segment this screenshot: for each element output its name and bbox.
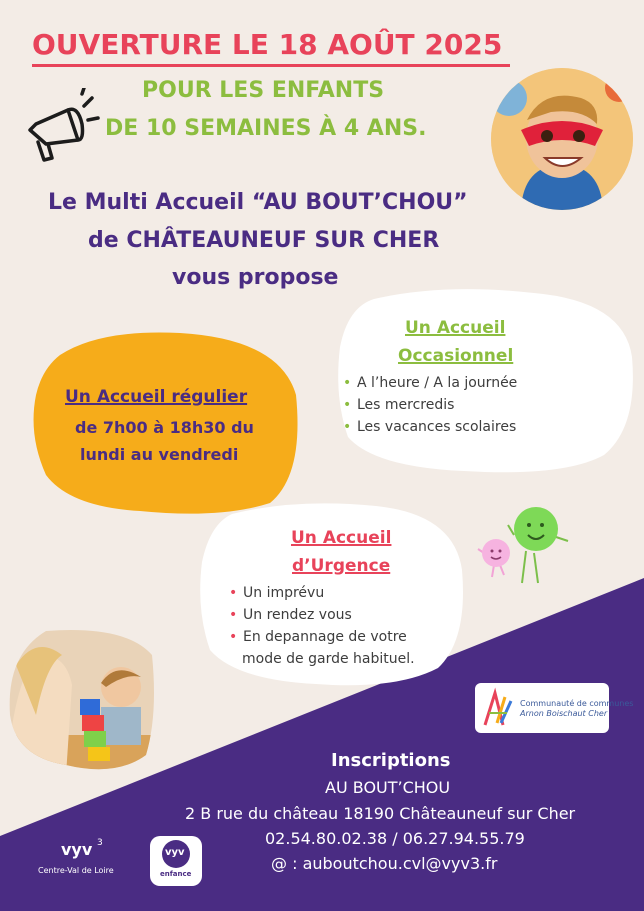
vyv-enfance-logo-subtitle: enfance — [160, 870, 192, 878]
inscriptions-phone-numbers: 02.54.80.02.38 / 06.27.94.55.79 — [265, 829, 525, 848]
urgent-care-title-line-1: Un Accueil — [291, 528, 392, 548]
list-item: • A l’heure / A la journée — [343, 372, 517, 394]
age-range-line-2: DE 10 SEMAINES À 4 ANS. — [105, 116, 427, 141]
occasional-care-title-line-1: Un Accueil — [405, 318, 506, 338]
list-item: • En depannage de votre — [229, 626, 415, 648]
urgent-care-title-line-2: d’Urgence — [292, 556, 391, 576]
occasional-care-list — [343, 372, 517, 438]
megaphone-icon — [22, 88, 100, 166]
child-with-mask-photo — [491, 68, 633, 210]
intro-line-3: vous propose — [172, 265, 339, 290]
community-logo-text-line-2: Arnon Boischaut Cher — [520, 709, 608, 718]
mascot-characters-illustration — [474, 505, 574, 585]
urgent-care-list — [229, 582, 415, 670]
bullet-icon: • — [343, 419, 352, 435]
bullet-icon: • — [229, 629, 238, 645]
inscriptions-address: 2 B rue du château 18190 Châteauneuf sur Cher — [185, 804, 576, 823]
intro-line-2: de CHÂTEAUNEUF SUR CHER — [88, 228, 440, 253]
bullet-icon: • — [229, 585, 238, 601]
occasional-care-title-line-2: Occasionnel — [398, 346, 514, 366]
list-item: • Un rendez vous — [229, 604, 415, 626]
vyv-enfance-logo-word: vyv — [165, 847, 185, 858]
list-item-continuation: mode de garde habituel. — [242, 651, 415, 667]
intro-line-1: Le Multi Accueil “AU BOUT’CHOU” — [48, 190, 468, 215]
inscriptions-title: Inscriptions — [331, 750, 451, 771]
age-range-line-1: POUR LES ENFANTS — [142, 78, 385, 103]
regular-care-days: lundi au vendredi — [80, 445, 239, 464]
children-playing-photo — [6, 625, 156, 775]
community-of-communes-logo — [475, 683, 609, 733]
community-logo-mark-icon — [475, 683, 525, 733]
inscriptions-structure-name: AU BOUT’CHOU — [325, 778, 451, 797]
bullet-icon: • — [229, 607, 238, 623]
regular-care-title: Un Accueil régulier — [65, 387, 248, 407]
list-item: • Les vacances scolaires — [343, 416, 517, 438]
vyv3-logo-superscript: 3 — [97, 838, 103, 848]
regular-care-hours: de 7h00 à 18h30 du — [75, 418, 254, 437]
inscriptions-email: @ : auboutchou.cvl@vyv3.fr — [271, 854, 498, 873]
community-logo-text-line-1: Communauté de communes — [520, 699, 634, 708]
opening-date-headline: OUVERTURE LE 18 AOÛT 2025 — [32, 28, 503, 61]
vyv3-logo-word: vyv — [61, 840, 93, 859]
list-item: • Les mercredis — [343, 394, 517, 416]
vyv3-logo-region: Centre-Val de Loire — [38, 866, 114, 875]
bullet-icon: • — [343, 397, 352, 413]
list-item: • Un imprévu — [229, 582, 415, 604]
headline-underline — [32, 64, 510, 67]
bullet-icon: • — [343, 375, 352, 391]
